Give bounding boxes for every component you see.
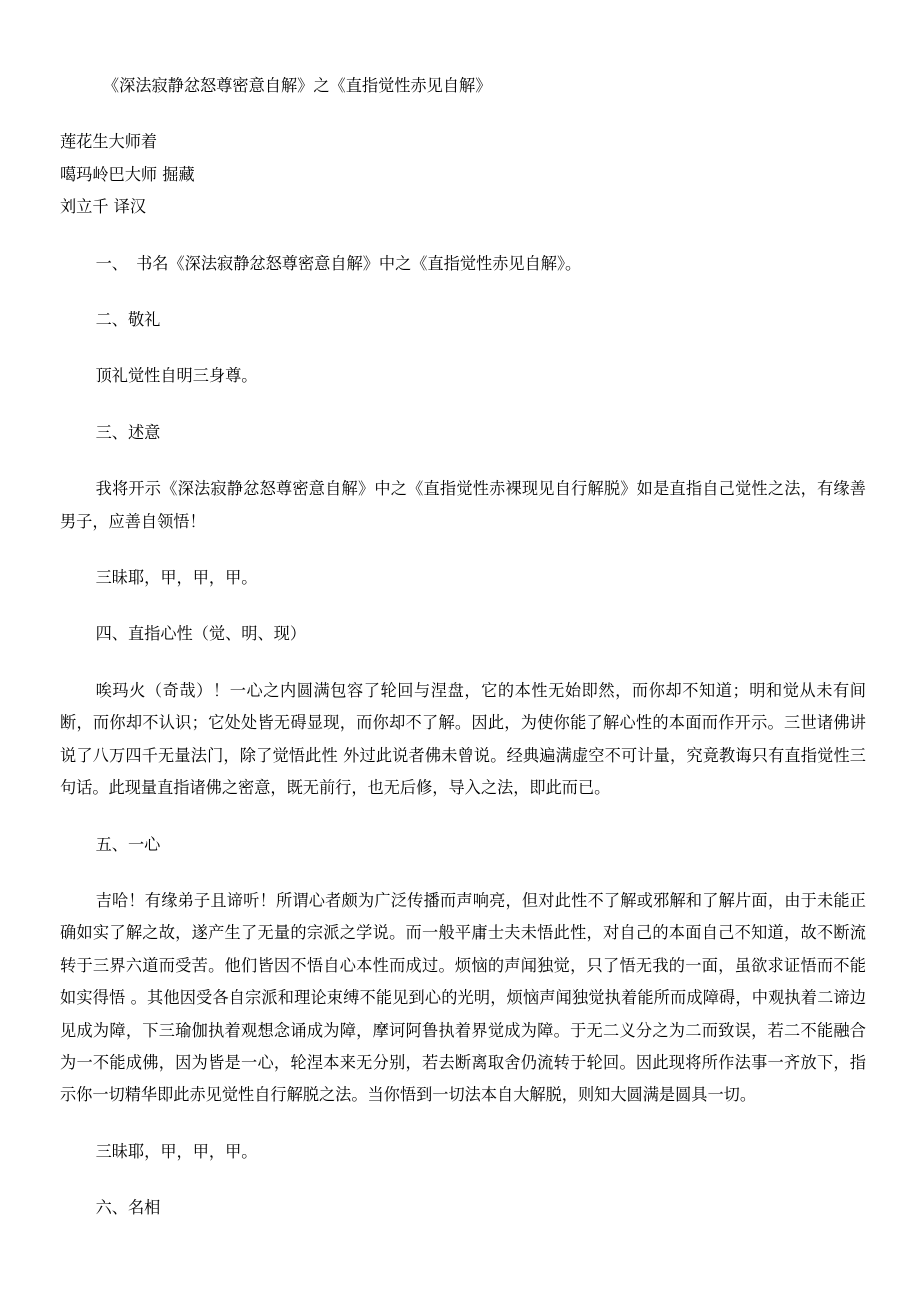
byline-revealer: 噶玛岭巴大师 掘藏 [60, 164, 195, 184]
section-1-heading: 一、 书名《深法寂静忿怒尊密意自解》中之《直指觉性赤见自解》。 [95, 253, 582, 273]
section-3-samaya-line: 三昧耶，甲，甲，甲。 [95, 568, 258, 588]
byline-translator: 刘立千 译汉 [60, 197, 147, 217]
document-title-text: 《深法寂静忿怒尊密意自解》之《直指觉性赤见自解》 [102, 76, 492, 95]
section-2-heading: 二、敬礼 [95, 310, 161, 330]
section-2-paragraph: 顶礼觉性自明三身尊。 [95, 366, 258, 386]
document-title [60, 70, 866, 102]
byline [60, 126, 866, 223]
section-4-heading: 四、直指心性（觉、明、现） [95, 624, 307, 644]
section-5-heading: 五、一心 [95, 834, 161, 854]
section-6-heading: 六、名相 [95, 1198, 161, 1218]
section-5-samaya-line: 三昧耶，甲，甲，甲。 [95, 1141, 258, 1161]
byline-author: 莲花生大师着 [60, 132, 158, 152]
section-5-paragraph: 吉哈！有缘弟子且谛听！所谓心者颇为广泛传播而声响亮，但对此性不了解或邪解和了解片面，由于未能正确如实了解之故，遂产生了无量的宗派之学说。而一般平庸士夫未悟此性，对自己的本面自己不知道，故不断流转于三界六道而受苦。他们皆因不悟自心本性而成过。烦恼的声闻独觉，只了悟无我的一面，虽欲求证悟而不能如实得悟 。其他因受各自宗派和理论束缚不能见到心的光明，烦恼声闻独觉执着能所而成障碍，中观执着二谛边见成为障，下三瑜伽执着观想念诵成为障，摩诃阿鲁执着界觉成为障。于无二义分之为二而致误，若二不能融合为一不能成佛，因为皆是一心，轮涅本来无分别，若去断离取舍仍流转于轮回。因此现将所作法事一齐放下，指示你一切精华即此赤见觉性自行解脱之法。当你悟到一切法本自大解脱，则知大圆满是圆具一切。 [60, 890, 866, 1105]
section-4-paragraph: 唉玛火（奇哉）！一心之内圆满包容了轮回与涅盘，它的本性无始即然，而你却不知道；明和觉从未有间断，而你却不认识；它处处皆无碍显现，而你却不了解。因此，为使你能了解心性的本面而作开示。三世诸佛讲说了八万四千无量法门，除了觉悟此性 外过此说者佛未曾说。经典遍满虚空不可计量，究竟教诲只有直指觉性三句话。此现量直指诸佛之密意，既无前行，也无后修，导入之法，即此而已。 [60, 680, 866, 798]
section-3-paragraph: 我将开示《深法寂静忿怒尊密意自解》中之《直指觉性赤裸现见自行解脱》如是直指自己觉性之法，有缘善男子，应善自领悟！ [60, 479, 866, 531]
section-3-heading: 三、述意 [95, 422, 161, 442]
